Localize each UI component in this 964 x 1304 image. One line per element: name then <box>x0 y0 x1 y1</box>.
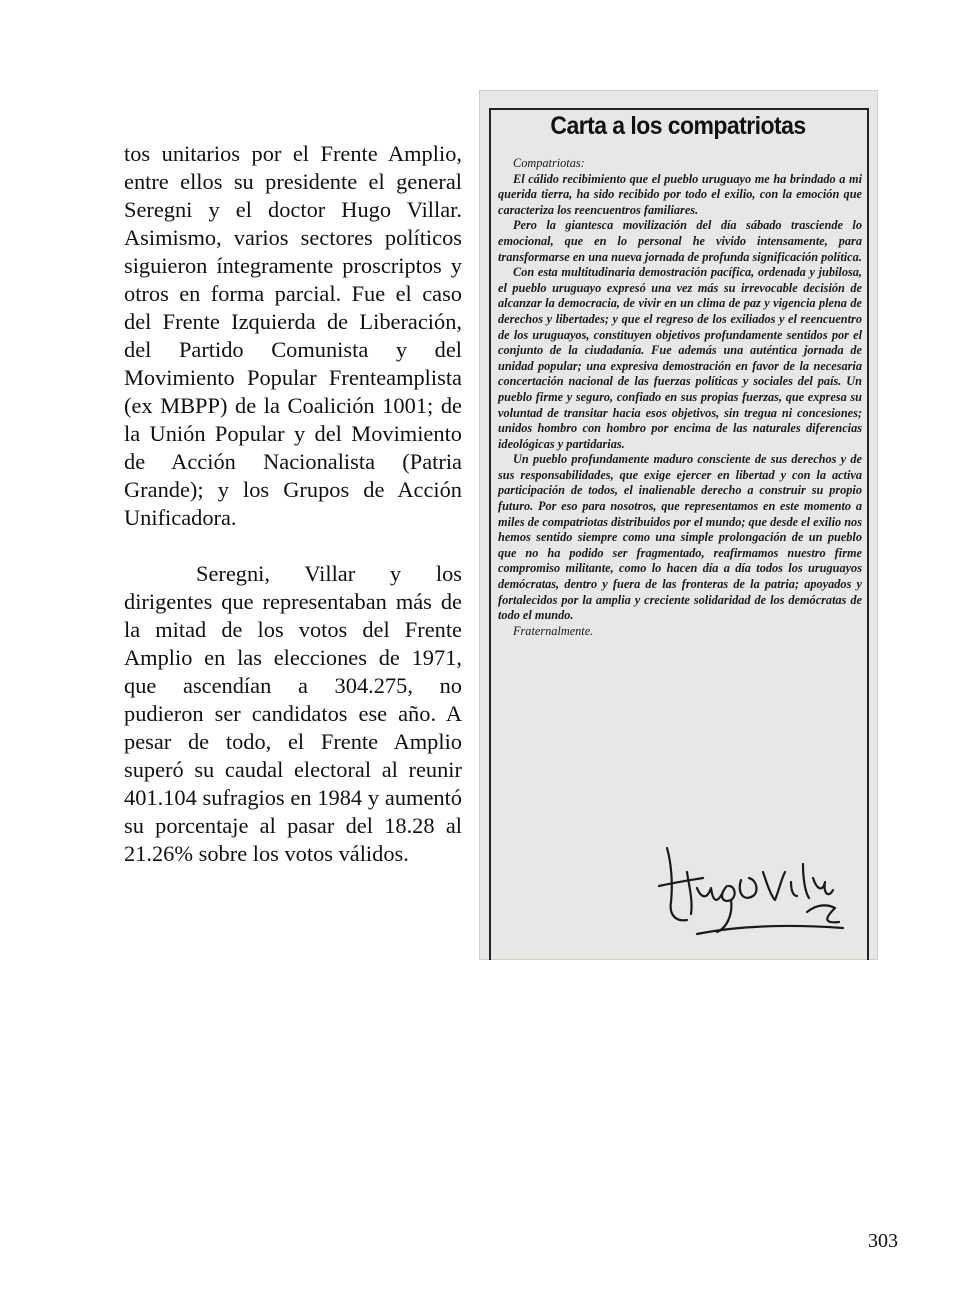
letter-paragraph-2: Pero la giantesca movilización del día sábado trasciende lo emocional, que en lo personal he vivido intensamente, para transformarse en una nueva jornada de profunda significación política. <box>498 218 862 264</box>
letter-closing: Fraternalmente. <box>513 623 594 638</box>
letter-paragraph-1: El cálido recibimiento que el pueblo uruguayo me ha brindado a mi querida tierra, ha sido recibido por todo el exilio, con la emoción que caracteriza los reencuentros familiares. <box>498 171 862 217</box>
letter-paragraph-3: Con esta multitudinaria demostración pacífica, ordenada y jubilosa, el pueblo uruguayo expresó una vez más su irrevocable decisión de alcanzar la democracia, de vivir en un clima de paz y vigencia plena de derechos y libertades; y que el regreso de los exiliados y el reencuentro de los uruguayos, constituyen objetivos profundamente sentidos por el conjunto de la ciudadanía. Fue además una auténtica jornada de unidad popular; una expresiva demostración en favor de la necesaria concertación nacional de las fuerzas políticas y sociales del país. Un pueblo firme y seguro, confiado en sus propias fuerzas, que expresa su voluntad de transitar hacia esos objetivos, sin tregua ni concesiones; unidos hombro con hombro por encima de las naturales diferencias ideológicas y partidarias. <box>498 265 862 451</box>
newspaper-clipping <box>479 90 878 960</box>
handwritten-signature <box>657 842 847 938</box>
main-text-column <box>124 140 462 868</box>
body-paragraph-1: tos unitarios por el Frente Amplio, entre ellos su presidente el general Seregni y el doctor Hugo Villar. Asimismo, varios sectores políticos siguieron íntegramente proscriptos y otros en forma parcial. Fue el caso del Frente Izquierda de Liberación, del Partido Comunista y del Movimiento Popular Frenteamplista (ex MBPP) de la Coalición 1001; de la Unión Popular y del Movimiento de Acción Nacionalista (Patria Grande); y los Grupos de Acción Unificadora. <box>124 141 462 530</box>
clipping-title: Carta a los compatriotas <box>550 112 806 140</box>
body-paragraph-2: Seregni, Villar y los dirigentes que representaban más de la mitad de los votos del Frente Amplio en las elecciones de 1971, que ascendían a 304.275, no pudieron ser candidatos ese año. A pesar de todo, el Frente Amplio superó su caudal electoral al reunir 401.104 sufragios en 1984 y aumentó su porcentaje al pasar del 18.28 al 21.26% sobre los votos válidos. <box>124 561 462 866</box>
letter-salutation: Compatriotas: <box>513 156 585 170</box>
clipping-letter-body <box>498 156 862 639</box>
letter-paragraph-4: Un pueblo profundamente maduro consciente de sus derechos y de sus responsabilidades, que exige ejercer en libertad y con la activa participación de todos, el inalienable derecho a construir su propio futuro. Por eso para nosotros, que representamos en este momento a miles de compatriotas distribuidos por el mundo; que desde el exilio nos hemos sentido siempre como una simple prolongación de un pueblo que no ha podido ser fragmentado, reafirmamos nuestro firme compromiso militante, como lo hacen día a día todos los uruguayos demócratas, dentro y fuera de las fronteras de la patria; apoyados y fortalecidos por la amplia y creciente solidaridad de los demócratas de todo el mundo. <box>498 452 862 623</box>
page-number: 303 <box>868 1230 898 1252</box>
